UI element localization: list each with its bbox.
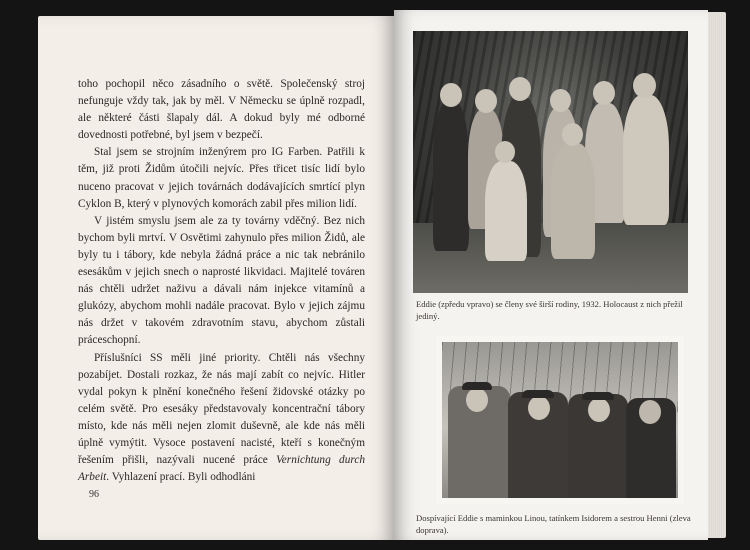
paragraph	[78, 350, 365, 487]
paragraph-tail: . Vyhlazení prací. Byli odhodláni	[106, 471, 256, 484]
paragraph: Stal jsem se strojním inženýrem pro IG Farben. Patřili k těm, již proti Židům útočili nejvíc. Přes třicet tisíc lidí bylo nuceno pracovat v jejich továrnách dodávajících smrtící plyn Cyklon B, který v plynových komorách zabil přes milion lidí.	[78, 146, 365, 210]
child-figure-eddie	[551, 143, 595, 259]
paragraph-text: Příslušníci SS měli jiné priority. Chtěli nás všechny pozabíjet. Dostali rozkaz, že nás mají zabít co nejvíc. Hitler vydal pokyn k plnění konečného řešení židovské otázky po celém světě. Pro esesáky představovaly koncentrační tábory místo, kde nás měli nejen zlomit duševně, ale kde nás měli úplně vymýtit. Vysoce postavení nacisté, kteří s konečným řešením přišli, nazývali nucené práce	[78, 351, 365, 467]
person-head	[593, 81, 615, 105]
photo-image	[442, 342, 678, 498]
paragraph: toho pochopil něco zásadního o světě. Společenský stroj nefunguje vždy tak, jak by měl. V Německu se úplně rozpadl, ale některé části šlapaly dál. A dokud byly mé odborné dovednosti potřebné, byl jsem v bezpečí.	[78, 78, 365, 142]
person-head	[550, 89, 571, 112]
person-head	[588, 398, 610, 422]
child-figure	[485, 161, 527, 261]
person-figure	[433, 101, 469, 251]
person-head	[639, 400, 661, 424]
person-head	[440, 83, 462, 107]
person-head	[528, 396, 550, 420]
family-group-photo	[413, 31, 688, 293]
hat-icon	[462, 382, 492, 390]
person-head	[633, 73, 656, 98]
hat-icon	[582, 392, 614, 400]
page-edges	[708, 12, 726, 538]
child-head	[562, 123, 583, 146]
person-head	[475, 89, 497, 113]
child-head	[495, 141, 515, 163]
person-head	[466, 388, 488, 412]
page-number: 96	[89, 489, 99, 500]
italic-phrase: Vernichtung durch Arbeit	[78, 454, 365, 484]
hat-icon	[522, 390, 554, 398]
body-text	[78, 76, 365, 486]
photo-caption-bottom: Dospívající Eddie s maminkou Linou, tatínkem Isidorem a sestrou Henni (zleva doprava).	[416, 513, 691, 535]
person-figure	[623, 95, 669, 225]
photo-caption-top: Eddie (zpředu vpravo) se členy své širší rodiny, 1932. Holocaust z nich přežil jediný.	[416, 299, 683, 321]
portrait-photo	[436, 336, 684, 504]
person-head	[509, 77, 531, 101]
paragraph: V jistém smyslu jsem ale za ty továrny vděčný. Bez nich bychom byli mrtví. V Osvětimi zahynulo přes milion Židů, ale byly tu i tábory, kde nebyla žádná práce a nic tak nebránilo esesákům v jejich snech o naprosté likvidaci. Majitelé továren nás chtěli udržet naživu a dávali nám injekce vitamínů a glukózy, abychom mohli nadále pracovat. Bylo v jejich zájmu nás držet v takovém zdravotním stavu, abychom zůstali práceschopní.	[78, 214, 365, 347]
